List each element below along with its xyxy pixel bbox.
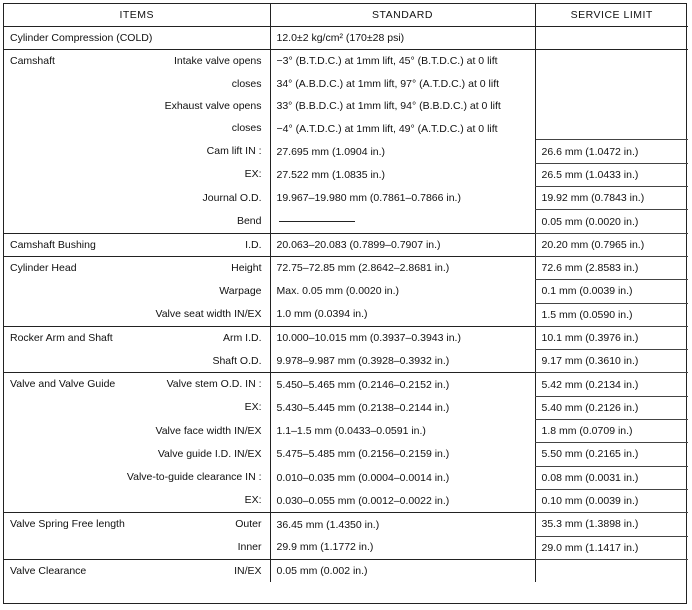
standard-cell: 0.010–0.035 mm (0.0004–0.0014 in.)	[270, 466, 535, 489]
table-row	[4, 326, 688, 349]
item-cell	[4, 326, 270, 349]
table-row	[4, 50, 688, 73]
table-row	[4, 443, 688, 466]
item-sublabel: Bend	[236, 214, 262, 227]
service-limit-cell: 0.05 mm (0.0020 in.)	[535, 210, 688, 233]
standard-cell: 29.9 mm (1.1772 in.)	[270, 536, 535, 559]
service-limit-cell: 72.6 mm (2.8583 in.)	[535, 256, 688, 279]
standard-cell: 12.0±2 kg/cm² (170±28 psi)	[270, 27, 535, 50]
specifications-table	[4, 4, 688, 582]
table-row	[4, 117, 688, 140]
item-label: Camshaft Bushing	[10, 238, 96, 251]
service-limit-header: SERVICE LIMIT	[535, 4, 688, 27]
item-cell	[4, 27, 270, 50]
items-header: ITEMS	[4, 4, 270, 27]
item-cell	[4, 443, 270, 466]
item-cell	[4, 536, 270, 559]
service-limit-cell: 10.1 mm (0.3976 in.)	[535, 326, 688, 349]
service-limit-cell	[535, 117, 688, 140]
table-row	[4, 303, 688, 326]
item-cell	[4, 420, 270, 443]
table-row	[4, 256, 688, 279]
item-sublabel: Exhaust valve opens	[164, 99, 262, 112]
service-limit-cell	[535, 95, 688, 117]
item-label: Camshaft	[10, 55, 55, 68]
item-label: Cylinder Compression (COLD)	[10, 32, 153, 44]
item-sublabel: closes	[231, 77, 262, 90]
item-sublabel: EX:	[244, 494, 262, 507]
table-row	[4, 373, 688, 396]
standard-cell: 5.450–5.465 mm (0.2146–0.2152 in.)	[270, 373, 535, 396]
item-cell	[4, 117, 270, 140]
item-sublabel: Valve guide I.D. IN/EX	[157, 447, 262, 460]
standard-header: STANDARD	[270, 4, 535, 27]
item-cell	[4, 163, 270, 186]
item-cell	[4, 95, 270, 117]
item-sublabel: Valve face width IN/EX	[155, 424, 262, 437]
service-limit-cell: 1.8 mm (0.0709 in.)	[535, 420, 688, 443]
standard-cell: 27.522 mm (1.0835 in.)	[270, 163, 535, 186]
header-row	[4, 4, 688, 27]
table-row	[4, 489, 688, 512]
item-cell	[4, 559, 270, 582]
table-row	[4, 536, 688, 559]
service-limit-cell: 26.5 mm (1.0433 in.)	[535, 163, 688, 186]
service-limit-cell	[535, 73, 688, 95]
standard-cell: 72.75–72.85 mm (2.8642–2.8681 in.)	[270, 256, 535, 279]
table-row	[4, 140, 688, 163]
item-cell	[4, 350, 270, 373]
standard-cell: Max. 0.05 mm (0.0020 in.)	[270, 280, 535, 303]
item-cell	[4, 187, 270, 210]
item-cell	[4, 50, 270, 73]
item-sublabel: EX:	[244, 168, 262, 181]
service-limit-cell: 9.17 mm (0.3610 in.)	[535, 350, 688, 373]
standard-cell: 36.45 mm (1.4350 in.)	[270, 513, 535, 536]
service-limit-cell	[535, 27, 688, 50]
item-cell	[4, 210, 270, 233]
standard-cell	[270, 210, 535, 233]
item-sublabel: Arm I.D.	[223, 331, 262, 344]
service-limit-cell: 0.10 mm (0.0039 in.)	[535, 489, 688, 512]
item-sublabel: Shaft O.D.	[212, 354, 262, 367]
item-sublabel: Journal O.D.	[202, 191, 262, 204]
item-cell	[4, 466, 270, 489]
table-row	[4, 559, 688, 582]
item-sublabel: Cam lift IN :	[206, 144, 262, 157]
standard-cell: 1.0 mm (0.0394 in.)	[270, 303, 535, 326]
standard-cell: 9.978–9.987 mm (0.3928–0.3932 in.)	[270, 350, 535, 373]
table-row	[4, 466, 688, 489]
service-limit-cell: 19.92 mm (0.7843 in.)	[535, 187, 688, 210]
item-label: Cylinder Head	[10, 261, 77, 274]
service-limit-cell: 20.20 mm (0.7965 in.)	[535, 233, 688, 256]
item-cell	[4, 73, 270, 95]
item-sublabel: Warpage	[219, 284, 262, 297]
item-sublabel: EX:	[244, 401, 262, 414]
item-sublabel: Intake valve opens	[173, 55, 262, 68]
item-sublabel: closes	[231, 122, 262, 135]
standard-cell: 0.05 mm (0.002 in.)	[270, 559, 535, 582]
service-limit-cell: 1.5 mm (0.0590 in.)	[535, 303, 688, 326]
service-limit-cell: 35.3 mm (1.3898 in.)	[535, 513, 688, 536]
item-cell	[4, 280, 270, 303]
standard-cell: −3° (B.T.D.C.) at 1mm lift, 45° (B.T.D.C.) at 0 lift	[270, 50, 535, 73]
service-limit-cell: 5.42 mm (0.2134 in.)	[535, 373, 688, 396]
item-label: Valve Spring Free length	[10, 518, 125, 531]
item-label: Valve Clearance	[10, 564, 87, 577]
item-cell	[4, 303, 270, 326]
item-sublabel: Valve seat width IN/EX	[155, 308, 262, 321]
standard-cell: 0.030–0.055 mm (0.0012–0.0022 in.)	[270, 489, 535, 512]
standard-cell: 34° (A.B.D.C.) at 1mm lift, 97° (A.T.D.C.) at 0 lift	[270, 73, 535, 95]
service-limit-cell: 0.1 mm (0.0039 in.)	[535, 280, 688, 303]
table-row	[4, 27, 688, 50]
item-sublabel: Valve stem O.D. IN :	[166, 378, 262, 391]
item-cell	[4, 489, 270, 512]
table-row	[4, 95, 688, 117]
standard-cell: 27.695 mm (1.0904 in.)	[270, 140, 535, 163]
standard-cell: −4° (A.T.D.C.) at 1mm lift, 49° (A.T.D.C.) at 0 lift	[270, 117, 535, 140]
service-limit-cell: 0.08 mm (0.0031 in.)	[535, 466, 688, 489]
service-limit-cell	[535, 559, 688, 582]
table-row	[4, 420, 688, 443]
item-cell	[4, 396, 270, 419]
item-sublabel: Height	[231, 261, 262, 274]
blank-dash	[279, 221, 355, 222]
item-sublabel: IN/EX	[234, 564, 262, 577]
service-limit-cell: 29.0 mm (1.1417 in.)	[535, 536, 688, 559]
item-cell	[4, 513, 270, 536]
standard-cell: 1.1–1.5 mm (0.0433–0.0591 in.)	[270, 420, 535, 443]
item-cell	[4, 233, 270, 256]
item-cell	[4, 256, 270, 279]
standard-cell: 33° (B.B.D.C.) at 1mm lift, 94° (B.B.D.C.) at 0 lift	[270, 95, 535, 117]
standard-cell: 5.475–5.485 mm (0.2156–0.2159 in.)	[270, 443, 535, 466]
service-limit-cell	[535, 50, 688, 73]
table-row	[4, 210, 688, 233]
item-sublabel: Outer	[235, 518, 262, 531]
table-row	[4, 163, 688, 186]
item-sublabel: I.D.	[245, 238, 262, 251]
service-limit-cell: 5.40 mm (0.2126 in.)	[535, 396, 688, 419]
standard-cell: 20.063–20.083 (0.7899–0.7907 in.)	[270, 233, 535, 256]
item-cell	[4, 140, 270, 163]
service-limit-cell: 26.6 mm (1.0472 in.)	[535, 140, 688, 163]
standard-cell: 5.430–5.445 mm (0.2138–0.2144 in.)	[270, 396, 535, 419]
table-row	[4, 280, 688, 303]
table-row	[4, 73, 688, 95]
standard-cell: 10.000–10.015 mm (0.3937–0.3943 in.)	[270, 326, 535, 349]
standard-cell: 19.967–19.980 mm (0.7861–0.7866 in.)	[270, 187, 535, 210]
service-limit-cell: 5.50 mm (0.2165 in.)	[535, 443, 688, 466]
table-row	[4, 396, 688, 419]
table-row	[4, 187, 688, 210]
item-sublabel: Inner	[237, 541, 262, 554]
item-sublabel: Valve-to-guide clearance IN :	[126, 471, 262, 484]
item-label: Rocker Arm and Shaft	[10, 331, 113, 344]
table-row	[4, 350, 688, 373]
item-cell	[4, 373, 270, 396]
table-row	[4, 513, 688, 536]
item-label: Valve and Valve Guide	[10, 378, 116, 391]
table-row	[4, 233, 688, 256]
